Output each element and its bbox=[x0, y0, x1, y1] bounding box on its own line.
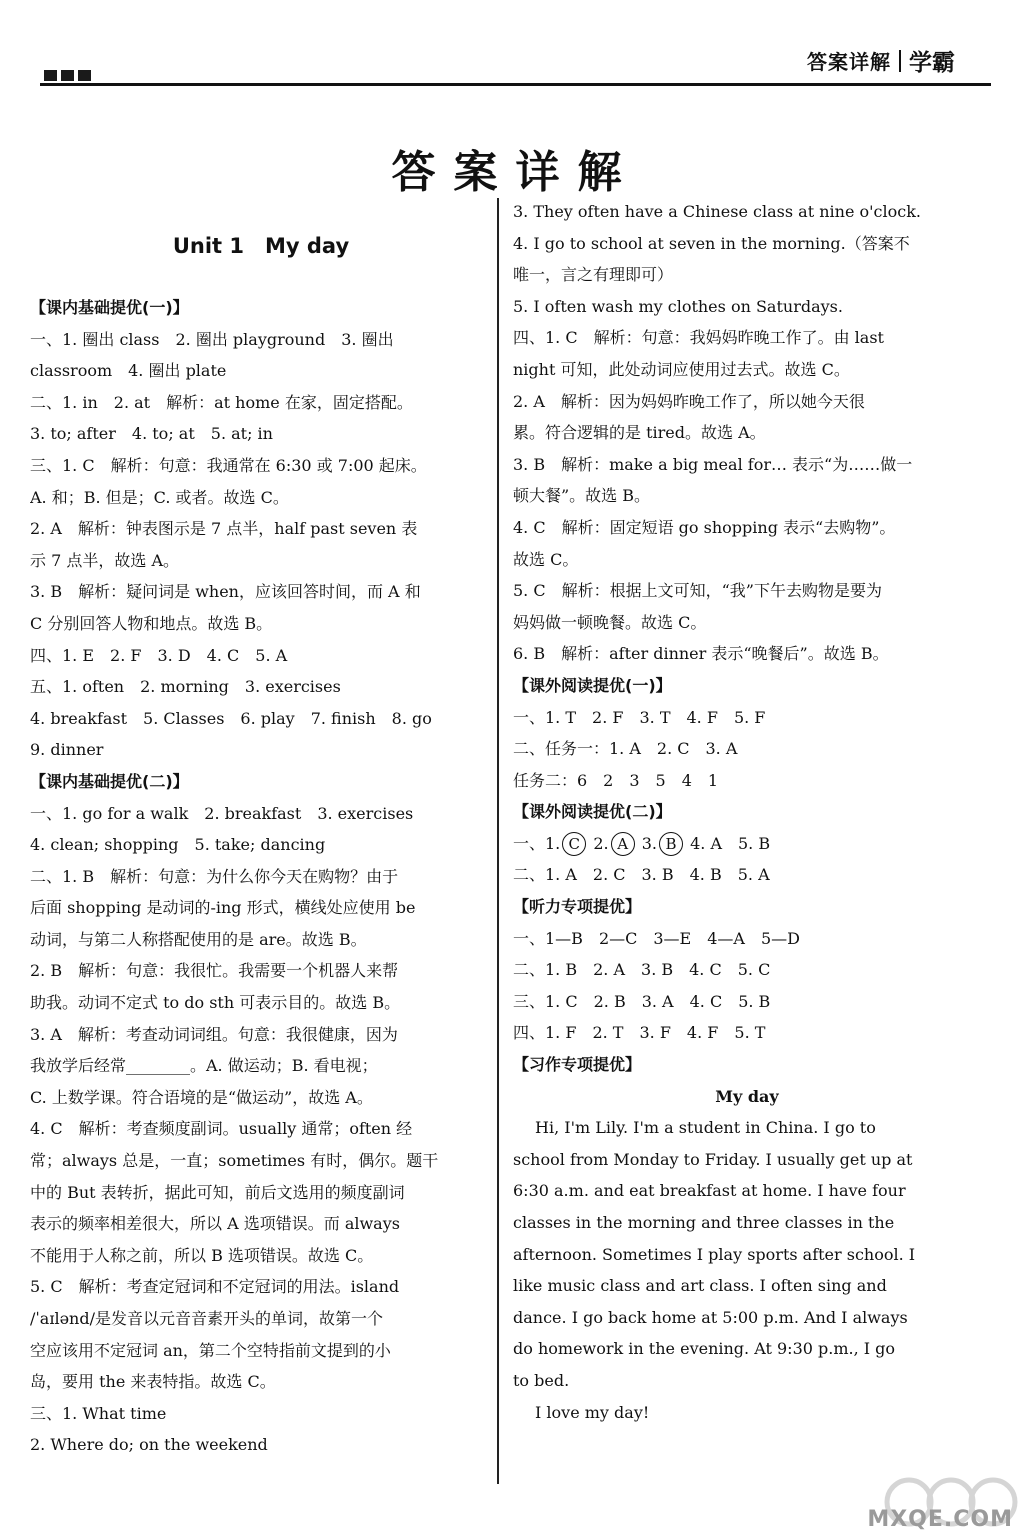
section-heading: 【课外阅读提优(一)】 bbox=[513, 675, 672, 695]
circled-row-prefix: 一、1. bbox=[513, 833, 561, 853]
circled-answer: B bbox=[659, 832, 683, 856]
answer-line: 2. A 解析：钟表图示是 7 点半，half past seven 表 bbox=[30, 519, 418, 539]
essay-closing: I love my day! bbox=[535, 1402, 650, 1422]
answer-line: 累。符合逻辑的是 tired。故选 A。 bbox=[513, 423, 766, 443]
answer-line: 2. B 解析：句意：我很忙。我需要一个机器人来帮 bbox=[30, 961, 399, 981]
answer-line: 后面 shopping 是动词的-ing 形式，横线处应使用 be bbox=[30, 898, 416, 918]
answer-line: 2. A 解析：因为妈妈昨晚工作了，所以她今天很 bbox=[513, 391, 865, 411]
brand-logo: 学霸 bbox=[909, 50, 955, 76]
essay-title: My day bbox=[715, 1086, 779, 1106]
answer-line: 顿大餐”。故选 B。 bbox=[513, 486, 651, 506]
answer-line: C. 上数学课。符合语境的是“做运动”，故选 A。 bbox=[30, 1087, 373, 1107]
answer-line: 四、1. C 解析：句意：我妈妈昨晚工作了。由 last bbox=[513, 328, 884, 348]
answer-line: 岛，要用 the 来表特指。故选 C。 bbox=[30, 1372, 276, 1392]
answer-line: 动词，与第二人称搭配使用的是 are。故选 B。 bbox=[30, 929, 367, 949]
answer-line: 三、1. C 2. B 3. A 4. C 5. B bbox=[513, 991, 771, 1011]
page-header bbox=[807, 44, 955, 77]
essay-line: to bed. bbox=[513, 1370, 570, 1390]
circled-row-number: 2. bbox=[593, 833, 609, 853]
left-answer-lines bbox=[30, 292, 492, 1461]
answer-line: A. 和；B. 但是；C. 或者。故选 C。 bbox=[30, 487, 289, 507]
answer-line: 二、任务一：1. A 2. C 3. A bbox=[513, 739, 738, 759]
answer-line: 唯一，言之有理即可） bbox=[513, 265, 674, 285]
answer-line: classroom 4. 圈出 plate bbox=[30, 361, 227, 381]
answer-line: 5. I often wash my clothes on Saturdays. bbox=[513, 296, 843, 316]
answer-line: 5. C 解析：考查定冠词和不定冠词的用法。island bbox=[30, 1277, 400, 1297]
section-heading: 【课内基础提优(二)】 bbox=[30, 771, 189, 791]
section-heading: 【习作专项提优】 bbox=[513, 1055, 642, 1075]
answer-line: 三、1. What time bbox=[30, 1403, 167, 1423]
answer-line: 不能用于人称之前，所以 B 选项错误。故选 C。 bbox=[30, 1245, 374, 1265]
header-section-label: 答案详解 bbox=[807, 50, 891, 74]
section-heading: 【听力专项提优】 bbox=[513, 897, 642, 917]
answer-line: 6. B 解析：after dinner 表示“晚餐后”。故选 B。 bbox=[513, 644, 889, 664]
essay-line: do homework in the evening. At 9:30 p.m., I go bbox=[513, 1339, 896, 1359]
answer-line: 一、1. T 2. F 3. T 4. F 5. F bbox=[513, 707, 766, 727]
answer-line: 我放学后经常________。A. 做运动；B. 看电视； bbox=[30, 1056, 378, 1076]
essay-line: 6:30 a.m. and eat breakfast at home. I have four bbox=[513, 1181, 906, 1201]
answer-line: 3. to; after 4. to; at 5. at; in bbox=[30, 424, 273, 444]
essay-line: like music class and art class. I often sing and bbox=[513, 1276, 887, 1296]
column-divider bbox=[497, 198, 499, 1484]
answer-line: 空应该用不定冠词 an，第二个空特指前文提到的小 bbox=[30, 1340, 391, 1360]
circled-row-rest: 4. A 5. B bbox=[690, 833, 771, 853]
answer-line: 表示的频率相差很大，所以 A 选项错误。而 always bbox=[30, 1214, 400, 1234]
answer-line: 一、1. 圈出 class 2. 圈出 playground 3. 圈出 bbox=[30, 329, 394, 349]
answer-line: night 可知，此处动词应使用过去式。故选 C。 bbox=[513, 359, 850, 379]
answer-line: 三、1. C 解析：句意：我通常在 6:30 或 7:00 起床。 bbox=[30, 455, 427, 475]
watermark-text: MXQE.COM bbox=[867, 1507, 1013, 1532]
essay-line: classes in the morning and three classes in the bbox=[513, 1213, 895, 1232]
answer-line: 二、1. B 解析：句意：为什么你今天在购物？由于 bbox=[30, 866, 399, 886]
answer-line: 二、1. in 2. at 解析：at home 在家，固定搭配。 bbox=[30, 392, 413, 412]
answer-line: 故选 C。 bbox=[513, 549, 579, 569]
answer-line: 4. C 解析：固定短语 go shopping 表示“去购物”。 bbox=[513, 517, 896, 537]
header-rule bbox=[40, 83, 991, 86]
answer-line: 4. I go to school at seven in the morning.（答案不 bbox=[513, 233, 910, 253]
essay-line: dance. I go back home at 5:00 p.m. And I always bbox=[513, 1307, 908, 1327]
answer-line: 一、1—B 2—C 3—E 4—A 5—D bbox=[513, 928, 800, 948]
answer-line: 二、1. B 2. A 3. B 4. C 5. C bbox=[513, 960, 771, 980]
right-answer-lines bbox=[513, 196, 981, 828]
answer-line: /ˈaɪlənd/是发音以元音音素开头的单词，故第一个 bbox=[30, 1309, 383, 1328]
right-answer-lines-2 bbox=[513, 859, 981, 1080]
unit-title: Unit 1 My day bbox=[172, 234, 350, 258]
answer-line: 中的 But 表转折，据此可知，前后文选用的频度副词 bbox=[30, 1182, 405, 1202]
circled-answer: A bbox=[611, 832, 635, 856]
essay-line: Hi, I'm Lily. I'm a student in China. I go to bbox=[535, 1118, 876, 1138]
answer-line: 二、1. A 2. C 3. B 4. B 5. A bbox=[513, 865, 770, 885]
answer-line: 3. A 解析：考查动词词组。句意：我很健康，因为 bbox=[30, 1024, 398, 1044]
essay-line: school from Monday to Friday. I usually get up at bbox=[513, 1149, 913, 1169]
answer-line: 五、1. often 2. morning 3. exercises bbox=[30, 677, 341, 697]
answer-line: 助我。动词不定式 to do sth 可表示目的。故选 B。 bbox=[30, 993, 401, 1013]
circled-answer: C bbox=[562, 832, 586, 856]
answer-line: 5. C 解析：根据上文可知，“我”下午去购物是要为 bbox=[513, 581, 882, 601]
answer-line: 妈妈做一顿晚餐。故选 C。 bbox=[513, 612, 707, 632]
left-column bbox=[30, 226, 492, 1461]
answer-line: 3. They often have a Chinese class at nine o'clock. bbox=[513, 202, 921, 221]
answer-line: 一、1. go for a walk 2. breakfast 3. exercises bbox=[30, 803, 414, 823]
answer-line: 四、1. F 2. T 3. F 4. F 5. T bbox=[513, 1023, 766, 1043]
answer-line: 4. C 解析：考查频度副词。usually 通常；often 经 bbox=[30, 1119, 413, 1139]
answer-line: 3. B 解析：疑问词是 when，应该回答时间，而 A 和 bbox=[30, 582, 421, 602]
essay-line: afternoon. Sometimes I play sports after school. I bbox=[513, 1244, 916, 1264]
page-title: 答案详解 bbox=[391, 147, 640, 198]
circled-row-number: 3. bbox=[641, 833, 657, 853]
header-marks bbox=[44, 70, 91, 81]
answer-line: 2. Where do; on the weekend bbox=[30, 1435, 268, 1455]
answer-line: 4. breakfast 5. Classes 6. play 7. finish 8. go bbox=[30, 708, 432, 728]
answer-line: 9. dinner bbox=[30, 740, 104, 760]
section-heading: 【课外阅读提优(二)】 bbox=[513, 802, 672, 822]
essay-body bbox=[513, 1112, 981, 1396]
circled-answer-row bbox=[513, 828, 981, 860]
answer-line: 4. clean; shopping 5. take; dancing bbox=[30, 835, 326, 855]
answer-line: 常；always 总是，一直；sometimes 有时，偶尔。题干 bbox=[30, 1151, 439, 1171]
answer-line: 示 7 点半，故选 A。 bbox=[30, 550, 179, 570]
answer-line: 3. B 解析：make a big meal for… 表示“为……做一 bbox=[513, 454, 913, 474]
answer-line: C 分别回答人物和地点。故选 B。 bbox=[30, 613, 273, 633]
section-heading: 【课内基础提优(一)】 bbox=[30, 298, 189, 317]
header-separator bbox=[899, 50, 901, 72]
answer-line: 四、1. E 2. F 3. D 4. C 5. A bbox=[30, 645, 288, 665]
right-column bbox=[513, 196, 981, 1428]
answer-line: 任务二：6 2 3 5 4 1 bbox=[513, 770, 719, 790]
